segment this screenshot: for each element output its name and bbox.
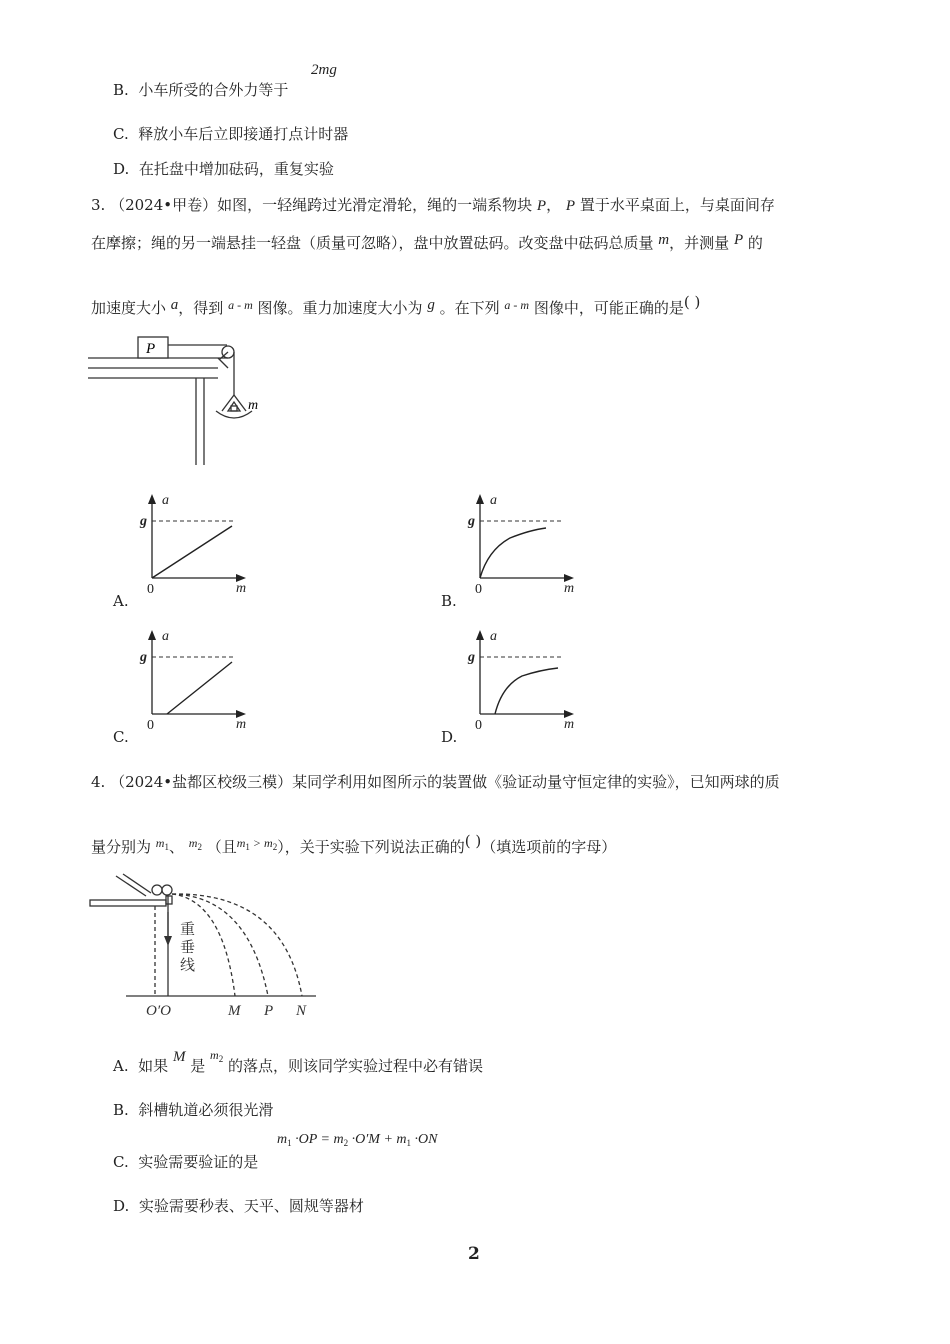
question-number: 3. — [91, 196, 106, 214]
q2-option-d — [113, 158, 334, 179]
text: 图像。重力加速度大小为 — [257, 299, 423, 317]
option-text: 斜槽轨道必须很光滑 — [138, 1101, 274, 1119]
text: 如图，一轻绳跨过光滑定滑轮，绳的一端系物块 — [217, 196, 533, 214]
q4-line-2 — [91, 832, 617, 857]
text: 的落点，则该同学实验过程中必有错误 — [227, 1057, 483, 1075]
var: m — [658, 232, 670, 248]
graph-option-1 — [112, 492, 272, 608]
text: 。在下列 — [439, 299, 500, 317]
a-m-curve — [480, 528, 546, 578]
page-number: 2 — [468, 1244, 480, 1264]
graph-option-4 — [440, 628, 600, 744]
axis-y-label: a — [162, 629, 169, 644]
expr: a - m — [504, 298, 530, 312]
text: 如果 — [138, 1057, 169, 1075]
var: P — [733, 232, 744, 248]
expr: a - m — [228, 298, 253, 312]
axis-y-label: a — [490, 629, 497, 644]
a-m-graph — [112, 492, 272, 604]
a-m-graph — [112, 628, 272, 740]
text: 是 — [190, 1057, 206, 1075]
point-m-label: M — [228, 1003, 241, 1019]
option-text: 实验需要秒表、天平、圆规等器材 — [138, 1197, 364, 1215]
q4-apparatus-figure — [88, 872, 328, 1022]
text: 在摩擦；绳的另一端悬挂一轻盘（质量可忽略），盘中放置砝码。改变盘中砝码总质量 — [91, 234, 654, 252]
condition-expr: m1 > m2 — [236, 836, 278, 852]
plumb-label-2: 垂 — [180, 940, 196, 956]
point-n-label: N — [296, 1003, 307, 1019]
q4-option-b — [113, 1099, 273, 1120]
q3-line-3 — [91, 293, 701, 318]
origin-label: 0 — [475, 718, 482, 733]
var: g — [427, 297, 435, 313]
q2-option-b — [113, 79, 288, 100]
text: 加速度大小 — [91, 299, 167, 317]
graph-option-label: C. — [113, 728, 129, 746]
text: 某同学利用如图所示的装置做《验证动量守恒定律的实验》，已知两球的质 — [292, 773, 780, 791]
y-axis-arrow-icon — [476, 630, 484, 640]
plumb-arrow-icon — [164, 936, 172, 946]
option-label: B. — [113, 1101, 129, 1119]
text: 置于水平桌面上，与桌面间存 — [579, 196, 775, 214]
q2-option-c — [113, 123, 348, 144]
g-label: g — [140, 650, 147, 665]
axis-y-label: a — [162, 493, 169, 508]
origin-label: 0 — [147, 582, 154, 597]
text: 量分别为 — [91, 838, 152, 856]
a-m-curve — [495, 668, 558, 714]
q4-option-c-formula: $m_1 \cdot OP = m_2 \cdot O'M + m_1 \cdot ON$ — [277, 1132, 438, 1148]
text: （填选项前的字母） — [481, 838, 617, 856]
point-oprime-o-label: O′O — [146, 1003, 171, 1019]
option-label: C. — [113, 1153, 129, 1171]
text: ， — [546, 196, 562, 214]
graph-option-label: A. — [113, 592, 129, 610]
question-source: （2024•盐都区校级三模） — [110, 773, 293, 791]
mass-m-label: m — [248, 398, 259, 413]
text: 、 — [168, 838, 184, 856]
m2-symbol: m2 — [210, 1048, 224, 1064]
axis-x-label: m — [564, 581, 575, 596]
a-m-graph — [440, 628, 600, 740]
answer-blank: ( ) — [464, 832, 482, 850]
y-axis-arrow-icon — [148, 494, 156, 504]
graph-option-2 — [440, 492, 600, 608]
m1-symbol: m1 — [155, 836, 169, 852]
question-number: 4. — [91, 773, 106, 791]
origin-label: 0 — [147, 718, 154, 733]
axis-x-label: m — [236, 717, 247, 732]
option-text: 在托盘中增加砝码，重复实验 — [138, 160, 334, 178]
answer-blank: ( ) — [683, 293, 701, 311]
var: P — [536, 198, 547, 214]
q3-line-2 — [91, 232, 763, 253]
point-p-label: P — [264, 1003, 274, 1019]
block-p-label: P — [146, 341, 156, 357]
graph-option-label: D. — [441, 728, 458, 746]
option-label: C. — [113, 125, 129, 143]
y-axis-arrow-icon — [476, 494, 484, 504]
text: ），关于实验下列说法正确的 — [277, 838, 465, 856]
text: （且 — [206, 838, 237, 856]
option-text: 释放小车后立即接通打点计时器 — [138, 125, 349, 143]
text: ，得到 — [178, 299, 224, 317]
a-m-curve — [167, 662, 232, 714]
axis-y-label: a — [490, 493, 497, 508]
plumb-label-3: 线 — [180, 958, 196, 974]
a-m-graph — [440, 492, 600, 604]
question-source: （2024•甲卷） — [110, 196, 218, 214]
text: 的 — [747, 234, 763, 252]
var: a — [170, 297, 179, 313]
q4-option-d — [113, 1195, 364, 1216]
q3-apparatus-figure — [88, 335, 278, 470]
q4-line-1 — [91, 771, 780, 792]
option-text: 小车所受的合外力等于 — [138, 81, 289, 99]
y-axis-arrow-icon — [148, 630, 156, 640]
graph-option-label: B. — [441, 592, 457, 610]
g-label: g — [468, 650, 475, 665]
m2-symbol: m2 — [188, 836, 202, 852]
option-label: D. — [113, 160, 130, 178]
q4-option-a — [113, 1048, 483, 1076]
g-label: g — [468, 514, 475, 529]
option-label: D. — [113, 1197, 130, 1215]
axis-x-label: m — [564, 717, 575, 732]
q4-option-c — [113, 1151, 258, 1172]
g-label: g — [140, 514, 147, 529]
text: 图像中，可能正确的是 — [533, 299, 684, 317]
origin-label: 0 — [475, 582, 482, 597]
axis-x-label: m — [236, 581, 247, 596]
option-text: 实验需要验证的是 — [138, 1153, 259, 1171]
plumb-label-1: 重 — [180, 922, 196, 938]
option-label: A. — [113, 1057, 129, 1075]
q2-option-b-formula: 2mg — [311, 62, 337, 78]
text: ，并测量 — [669, 234, 730, 252]
var: P — [565, 198, 576, 214]
a-m-curve — [152, 526, 232, 578]
graph-option-3 — [112, 628, 272, 744]
var: M — [172, 1049, 186, 1065]
option-label: B. — [113, 81, 129, 99]
q3-line-1 — [91, 194, 775, 215]
